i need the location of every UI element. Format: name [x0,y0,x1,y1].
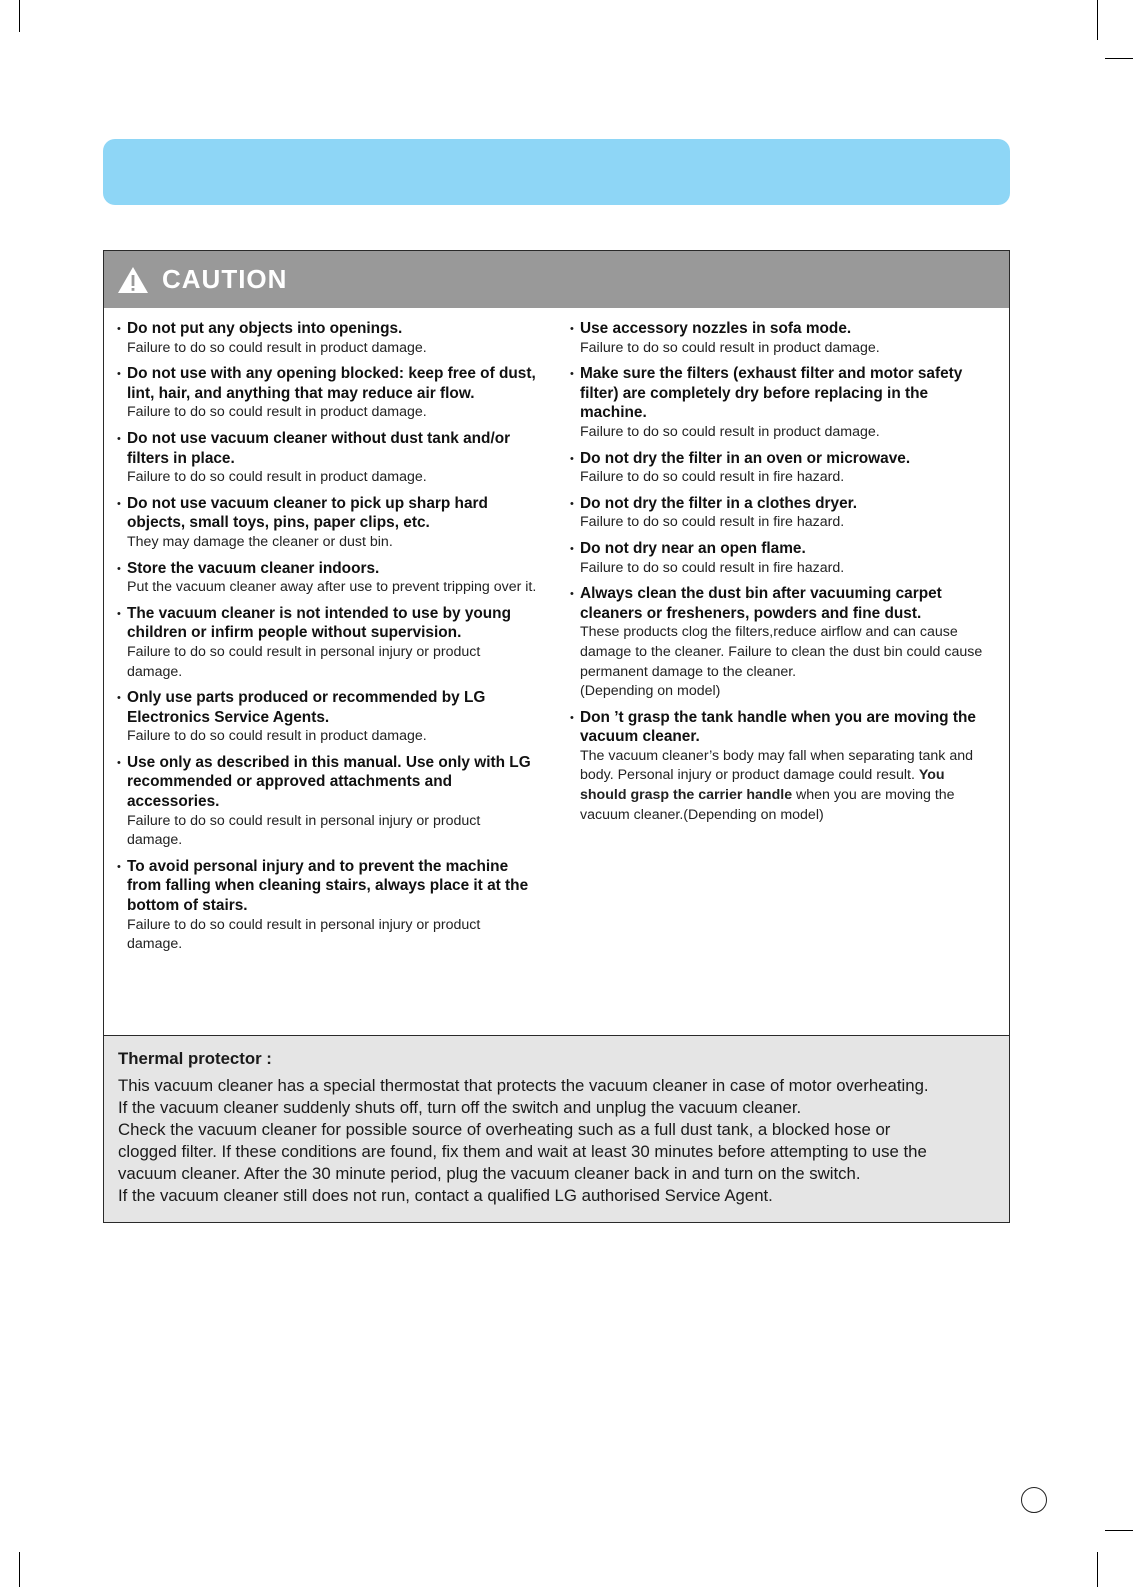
caution-item-title: Do not use vacuum cleaner without dust tank and/or filters in place. [127,429,511,467]
caution-item [570,319,995,358]
warning-triangle-icon [117,266,149,294]
bullet-icon: • [117,756,121,769]
bullet-icon: • [117,497,121,510]
crop-mark [1105,1530,1133,1531]
caution-item [117,559,537,598]
caution-item-title: Only use parts produced or recommended by LG Electronics Service Agents. [127,689,486,726]
caution-item-desc: Failure to do so could result in fire hazard. [580,559,845,576]
thermal-protector-title: Thermal protector : [118,1049,272,1068]
caution-item [570,364,995,442]
caution-item [117,429,537,488]
caution-item-desc: Failure to do so could result in personal injury or product damage. [127,916,481,953]
bullet-icon: • [117,432,121,445]
caution-item-title: Do not dry the filter in an oven or microwave. [580,449,911,467]
crop-mark [1097,0,1098,40]
caution-item-title: Make sure the filters (exhaust filter and motor safety filter) are completely dry before replacing in the machine. [580,365,963,422]
crop-mark [19,0,20,32]
bullet-icon: • [117,692,121,705]
thermal-protector-text: If the vacuum cleaner still does not run, contact a qualified LG authorised Service Agent. [118,1186,773,1205]
caution-title: CAUTION [162,264,288,294]
caution-left-column [117,319,537,961]
caution-item-desc-text: when you are moving the vacuum cleaner.(Depending on model) [580,787,955,823]
bullet-icon: • [570,497,574,510]
caution-item [117,319,537,358]
caution-item-desc: Failure to do so could result in fire hazard. [580,469,845,486]
crop-mark [1105,58,1133,59]
bullet-icon: • [117,562,121,575]
caution-item [570,539,995,578]
caution-item-desc [580,747,995,825]
caution-box [103,250,1010,1223]
bullet-icon: • [570,542,574,555]
caution-item [117,753,537,851]
caution-item-title: Don ’t grasp the tank handle when you are moving the vacuum cleaner. [580,708,976,746]
caution-item [117,364,537,423]
caution-item-emphasis: You should grasp the carrier handle [580,767,945,804]
bullet-icon: • [570,452,574,465]
caution-item [117,494,537,553]
caution-item-desc: They may damage the cleaner or dust bin. [127,533,393,550]
caution-item-title: Do not put any objects into openings. [127,320,403,337]
caution-item-desc: Failure to do so could result in product damage. [127,728,427,745]
caution-item [117,688,537,747]
crop-mark [19,1552,20,1587]
caution-item-desc: Failure to do so could result in product damage. [127,404,427,421]
caution-item-title: Do not dry near an open flame. [580,539,806,557]
caution-item-title: Do not use vacuum cleaner to pick up sharp hard objects, small toys, pins, paper clips, etc. [127,494,488,532]
caution-right-column [570,319,995,831]
thermal-protector-text: This vacuum cleaner has a special thermostat that protects the vacuum cleaner in case of motor overheating. [118,1076,929,1095]
caution-item-title: Use accessory nozzles in sofa mode. [580,320,852,337]
page-number-circle [1021,1487,1047,1513]
thermal-protector-text: vacuum cleaner. After the 30 minute period, plug the vacuum cleaner back in and turn on the switch. [118,1164,861,1183]
caution-header [104,251,1009,308]
caution-item [570,449,995,488]
caution-item-title: The vacuum cleaner is not intended to use by young children or infirm people without supervision. [127,604,511,642]
thermal-protector-text: If the vacuum cleaner suddenly shuts off, turn off the switch and unplug the vacuum cleaner. [118,1098,802,1117]
caution-item [117,857,537,955]
thermal-protector-section [104,1035,1009,1222]
bullet-icon: • [117,368,121,381]
caution-item-title: Do not use with any opening blocked: keep free of dust, lint, hair, and anything that may reduce air flow. [127,365,536,402]
caution-item-title: Store the vacuum cleaner indoors. [127,559,380,577]
caution-item-desc: Failure to do so could result in fire hazard. [580,514,845,531]
caution-item [570,708,995,826]
section-header-band [103,139,1010,205]
bullet-icon: • [117,323,121,335]
crop-mark [1097,1552,1098,1587]
caution-item-desc: Failure to do so could result in personal injury or product damage. [127,643,481,680]
bullet-icon: • [570,711,574,724]
caution-item-title: To avoid personal injury and to prevent the machine from falling when cleaning stairs, always place it at the bottom of stairs. [127,857,529,915]
caution-item-desc: Failure to do so could result in product damage. [127,469,427,486]
caution-item-desc: These products clog the filters,reduce airflow and can cause damage to the cleaner. Failure to clean the dust bin could cause permanent damage to the cleaner. [580,624,983,680]
caution-item-note: (Depending on model) [580,683,721,700]
caution-item-desc-text: The vacuum cleaner’s body may fall when separating tank and body. Personal injury or product damage could result. [580,747,974,784]
caution-item [117,604,537,682]
caution-item [570,494,995,533]
caution-item-title: Do not dry the filter in a clothes dryer. [580,494,858,512]
bullet-icon: • [117,607,121,620]
bullet-icon: • [117,860,121,873]
caution-item-desc: Failure to do so could result in product damage. [580,339,880,356]
bullet-icon: • [570,588,574,601]
caution-item-desc: Put the vacuum cleaner away after use to prevent tripping over it. [127,579,537,596]
thermal-protector-text: Check the vacuum cleaner for possible source of overheating such as a full dust tank, a blocked hose or [118,1120,891,1139]
caution-item [570,584,995,702]
caution-item-title: Use only as described in this manual. Use only with LG recommended or approved attachments and accessories. [127,753,531,811]
caution-item-desc: Failure to do so could result in personal injury or product damage. [127,812,481,849]
bullet-icon: • [570,368,574,381]
bullet-icon: • [570,323,574,335]
caution-item-desc: Failure to do so could result in product damage. [580,423,880,440]
caution-item-title: Always clean the dust bin after vacuuming carpet cleaners or fresheners, powders and fine dust. [580,585,942,622]
thermal-protector-text: clogged filter. If these conditions are found, fix them and wait at least 30 minutes before attempting to use the [118,1142,927,1161]
caution-item-desc: Failure to do so could result in product damage. [127,339,427,356]
